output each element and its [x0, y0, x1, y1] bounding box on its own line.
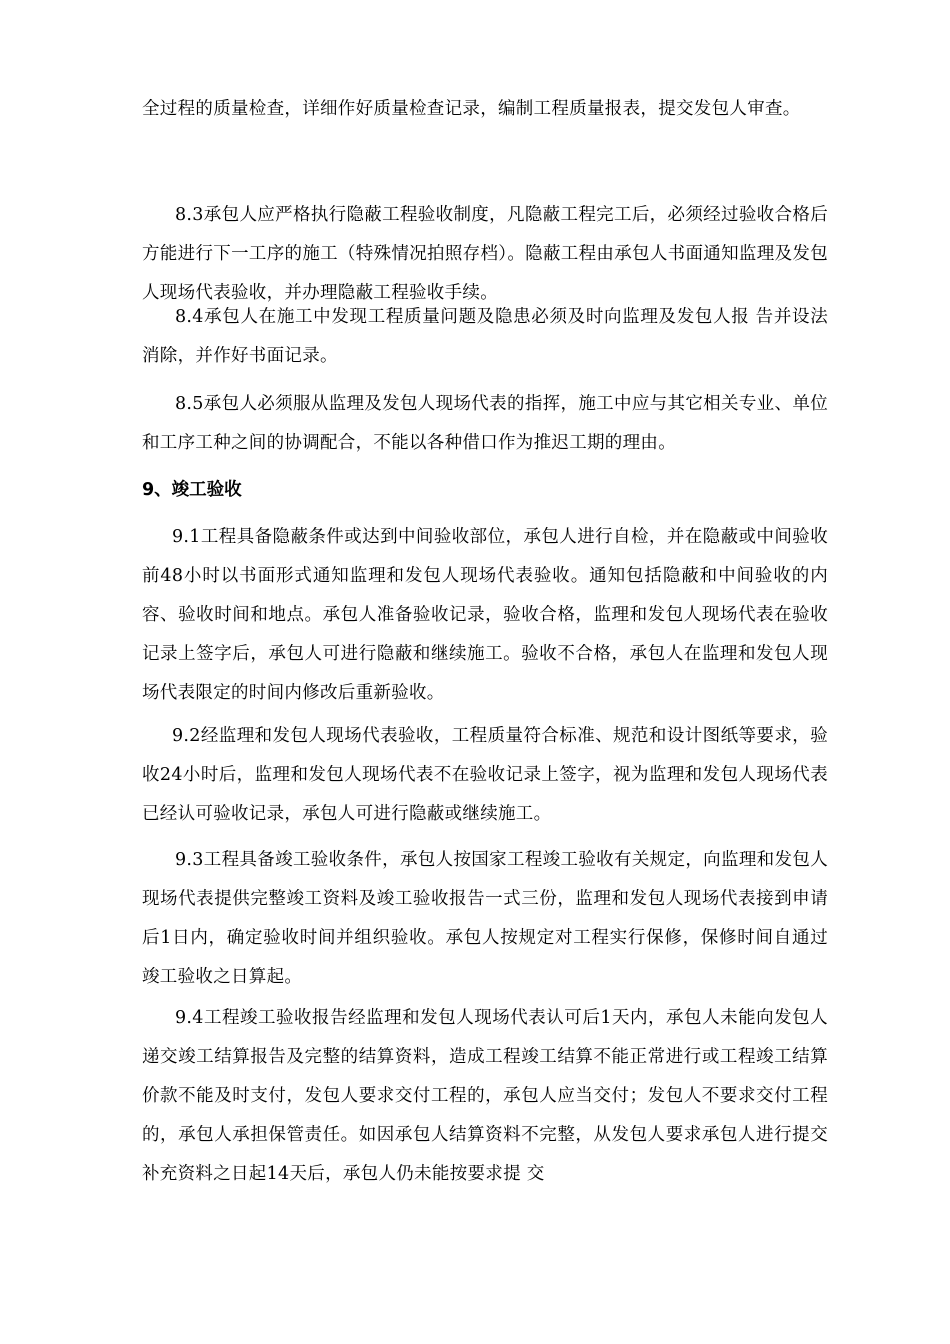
section-heading-9: 9、竣工验收: [142, 480, 242, 500]
paragraph-9-1: 9.1工程具备隐蔽条件或达到中间验收部位，承包人进行自检，并在隐蔽或中间验收前48小时以书面形式通知监理和发包人现场代表验收。通知包括隐蔽和中间验收的内容、验收时间和地点。承包人准备验收记录，验收合格，监理和发包人现场代表在验收记录上签字后，承包人可进行隐蔽和继续施工。验收不合格，承包人在监理和发包人现场代表限定的时间内修改后重新验收。: [142, 527, 828, 703]
paragraph-8-3: 8.3承包人应严格执行隐蔽工程验收制度，凡隐蔽工程完工后，必须经过验收合格后方能进行下一工序的施工（特殊情况拍照存档）。隐蔽工程由承包人书面通知监理及发包人现场代表验收，并办理隐蔽工程验收手续。: [142, 205, 828, 303]
paragraph-8-2-continuation: 全过程的质量检查，详细作好质量检查记录，编制工程质量报表，提交发包人审查。: [142, 99, 801, 119]
paragraph-9-2: 9.2经监理和发包人现场代表验收，工程质量符合标准、规范和设计图纸等要求，验收24小时后，监理和发包人现场代表不在验收记录上签字，视为监理和发包人现场代表已经认可验收记录，承包人可进行隐蔽或继续施工。: [142, 726, 828, 824]
paragraph-8-4: 8.4承包人在施工中发现工程质量问题及隐患必须及时向监理及发包人报 告并设法消除，并作好书面记录。: [142, 307, 828, 366]
paragraph-9-3: 9.3工程具备竣工验收条件，承包人按国家工程竣工验收有关规定，向监理和发包人现场代表提供完整竣工资料及竣工验收报告一式三份，监理和发包人现场代表接到申请后1日内，确定验收时间并组织验收。承包人按规定对工程实行保修，保修时间自通过竣工验收之日算起。: [142, 850, 828, 987]
paragraph-8-5: 8.5承包人必须服从监理及发包人现场代表的指挥，施工中应与其它相关专业、单位和工序工种之间的协调配合，不能以各种借口作为推迟工期的理由。: [142, 394, 828, 453]
paragraph-9-4: 9.4工程竣工验收报告经监理和发包人现场代表认可后1天内，承包人未能向发包人递交竣工结算报告及完整的结算资料，造成工程竣工结算不能正常进行或工程竣工结算价款不能及时支付，发包人要求交付工程的，承包人应当交付；发包人不要求交付工程的，承包人承担保管责任。如因承包人结算资料不完整，从发包人要求承包人进行提交补充资料之日起14天后，承包人仍未能按要求提 交: [142, 1008, 828, 1184]
